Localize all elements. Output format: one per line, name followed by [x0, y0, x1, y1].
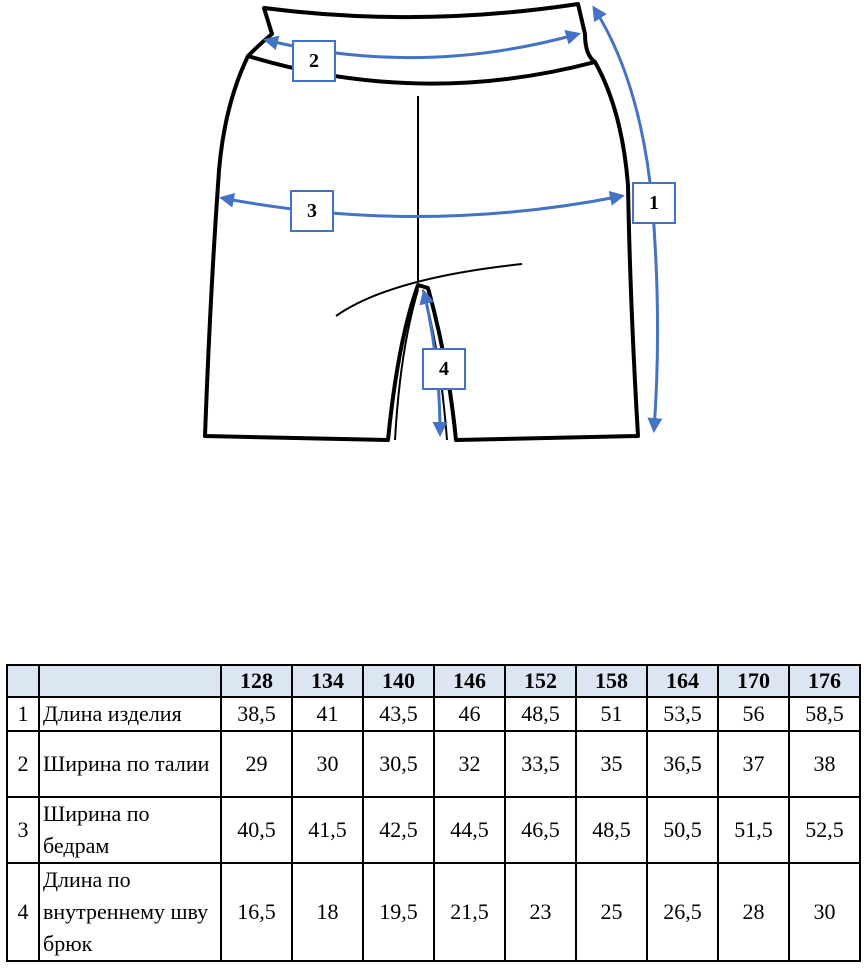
table-cell: 33,5	[505, 731, 576, 797]
size-chart-table	[6, 664, 861, 962]
measurement-label-2: 2	[292, 40, 336, 82]
table-cell: 53,5	[647, 697, 718, 731]
size-header-cell: 158	[576, 665, 647, 697]
shorts-drawing	[0, 0, 864, 460]
table-cell: 28	[718, 863, 789, 961]
table-row	[7, 697, 860, 731]
table-cell: 56	[718, 697, 789, 731]
row-label: Длина по внутреннему шву брюк	[39, 863, 221, 961]
header-empty-name	[39, 665, 221, 697]
table-cell: 16,5	[221, 863, 292, 961]
table-cell: 44,5	[434, 797, 505, 863]
measurement-label-3: 3	[290, 190, 334, 232]
table-cell: 52,5	[789, 797, 860, 863]
table-cell: 26,5	[647, 863, 718, 961]
size-header-cell: 134	[292, 665, 363, 697]
table-cell: 43,5	[363, 697, 434, 731]
table-cell: 51	[576, 697, 647, 731]
table-cell: 30	[789, 863, 860, 961]
header-empty-num	[7, 665, 39, 697]
row-number: 3	[7, 797, 39, 863]
table-row	[7, 863, 860, 961]
row-number: 2	[7, 731, 39, 797]
table-cell: 46,5	[505, 797, 576, 863]
row-label: Ширина по талии	[39, 731, 221, 797]
row-number: 1	[7, 697, 39, 731]
row-label: Ширина по бедрам	[39, 797, 221, 863]
table-cell: 32	[434, 731, 505, 797]
size-header-cell: 128	[221, 665, 292, 697]
table-cell: 29	[221, 731, 292, 797]
size-header-cell: 152	[505, 665, 576, 697]
table-cell: 30,5	[363, 731, 434, 797]
table-cell: 21,5	[434, 863, 505, 961]
table-cell: 51,5	[718, 797, 789, 863]
measurement-label-1: 1	[632, 182, 676, 224]
arrow-hip	[222, 196, 622, 217]
table-cell: 37	[718, 731, 789, 797]
table-cell: 18	[292, 863, 363, 961]
table-cell: 30	[292, 731, 363, 797]
shorts-diagram	[0, 0, 864, 460]
table-cell: 19,5	[363, 863, 434, 961]
table-cell: 50,5	[647, 797, 718, 863]
table-cell: 46	[434, 697, 505, 731]
size-header-cell: 164	[647, 665, 718, 697]
table-row	[7, 731, 860, 797]
size-header-cell: 170	[718, 665, 789, 697]
table-cell: 48,5	[576, 797, 647, 863]
row-label: Длина изделия	[39, 697, 221, 731]
table-cell: 25	[576, 863, 647, 961]
table-row	[7, 797, 860, 863]
table-cell: 42,5	[363, 797, 434, 863]
table-cell: 35	[576, 731, 647, 797]
table-cell: 48,5	[505, 697, 576, 731]
size-header-row	[7, 665, 860, 697]
size-header-cell: 140	[363, 665, 434, 697]
size-header-cell: 176	[789, 665, 860, 697]
size-header-cell: 146	[434, 665, 505, 697]
table-cell: 38,5	[221, 697, 292, 731]
table-cell: 38	[789, 731, 860, 797]
row-number: 4	[7, 863, 39, 961]
measurement-label-4: 4	[422, 348, 466, 390]
table-cell: 23	[505, 863, 576, 961]
table-cell: 41	[292, 697, 363, 731]
table-cell: 58,5	[789, 697, 860, 731]
table-cell: 40,5	[221, 797, 292, 863]
table-cell: 36,5	[647, 731, 718, 797]
table-cell: 41,5	[292, 797, 363, 863]
